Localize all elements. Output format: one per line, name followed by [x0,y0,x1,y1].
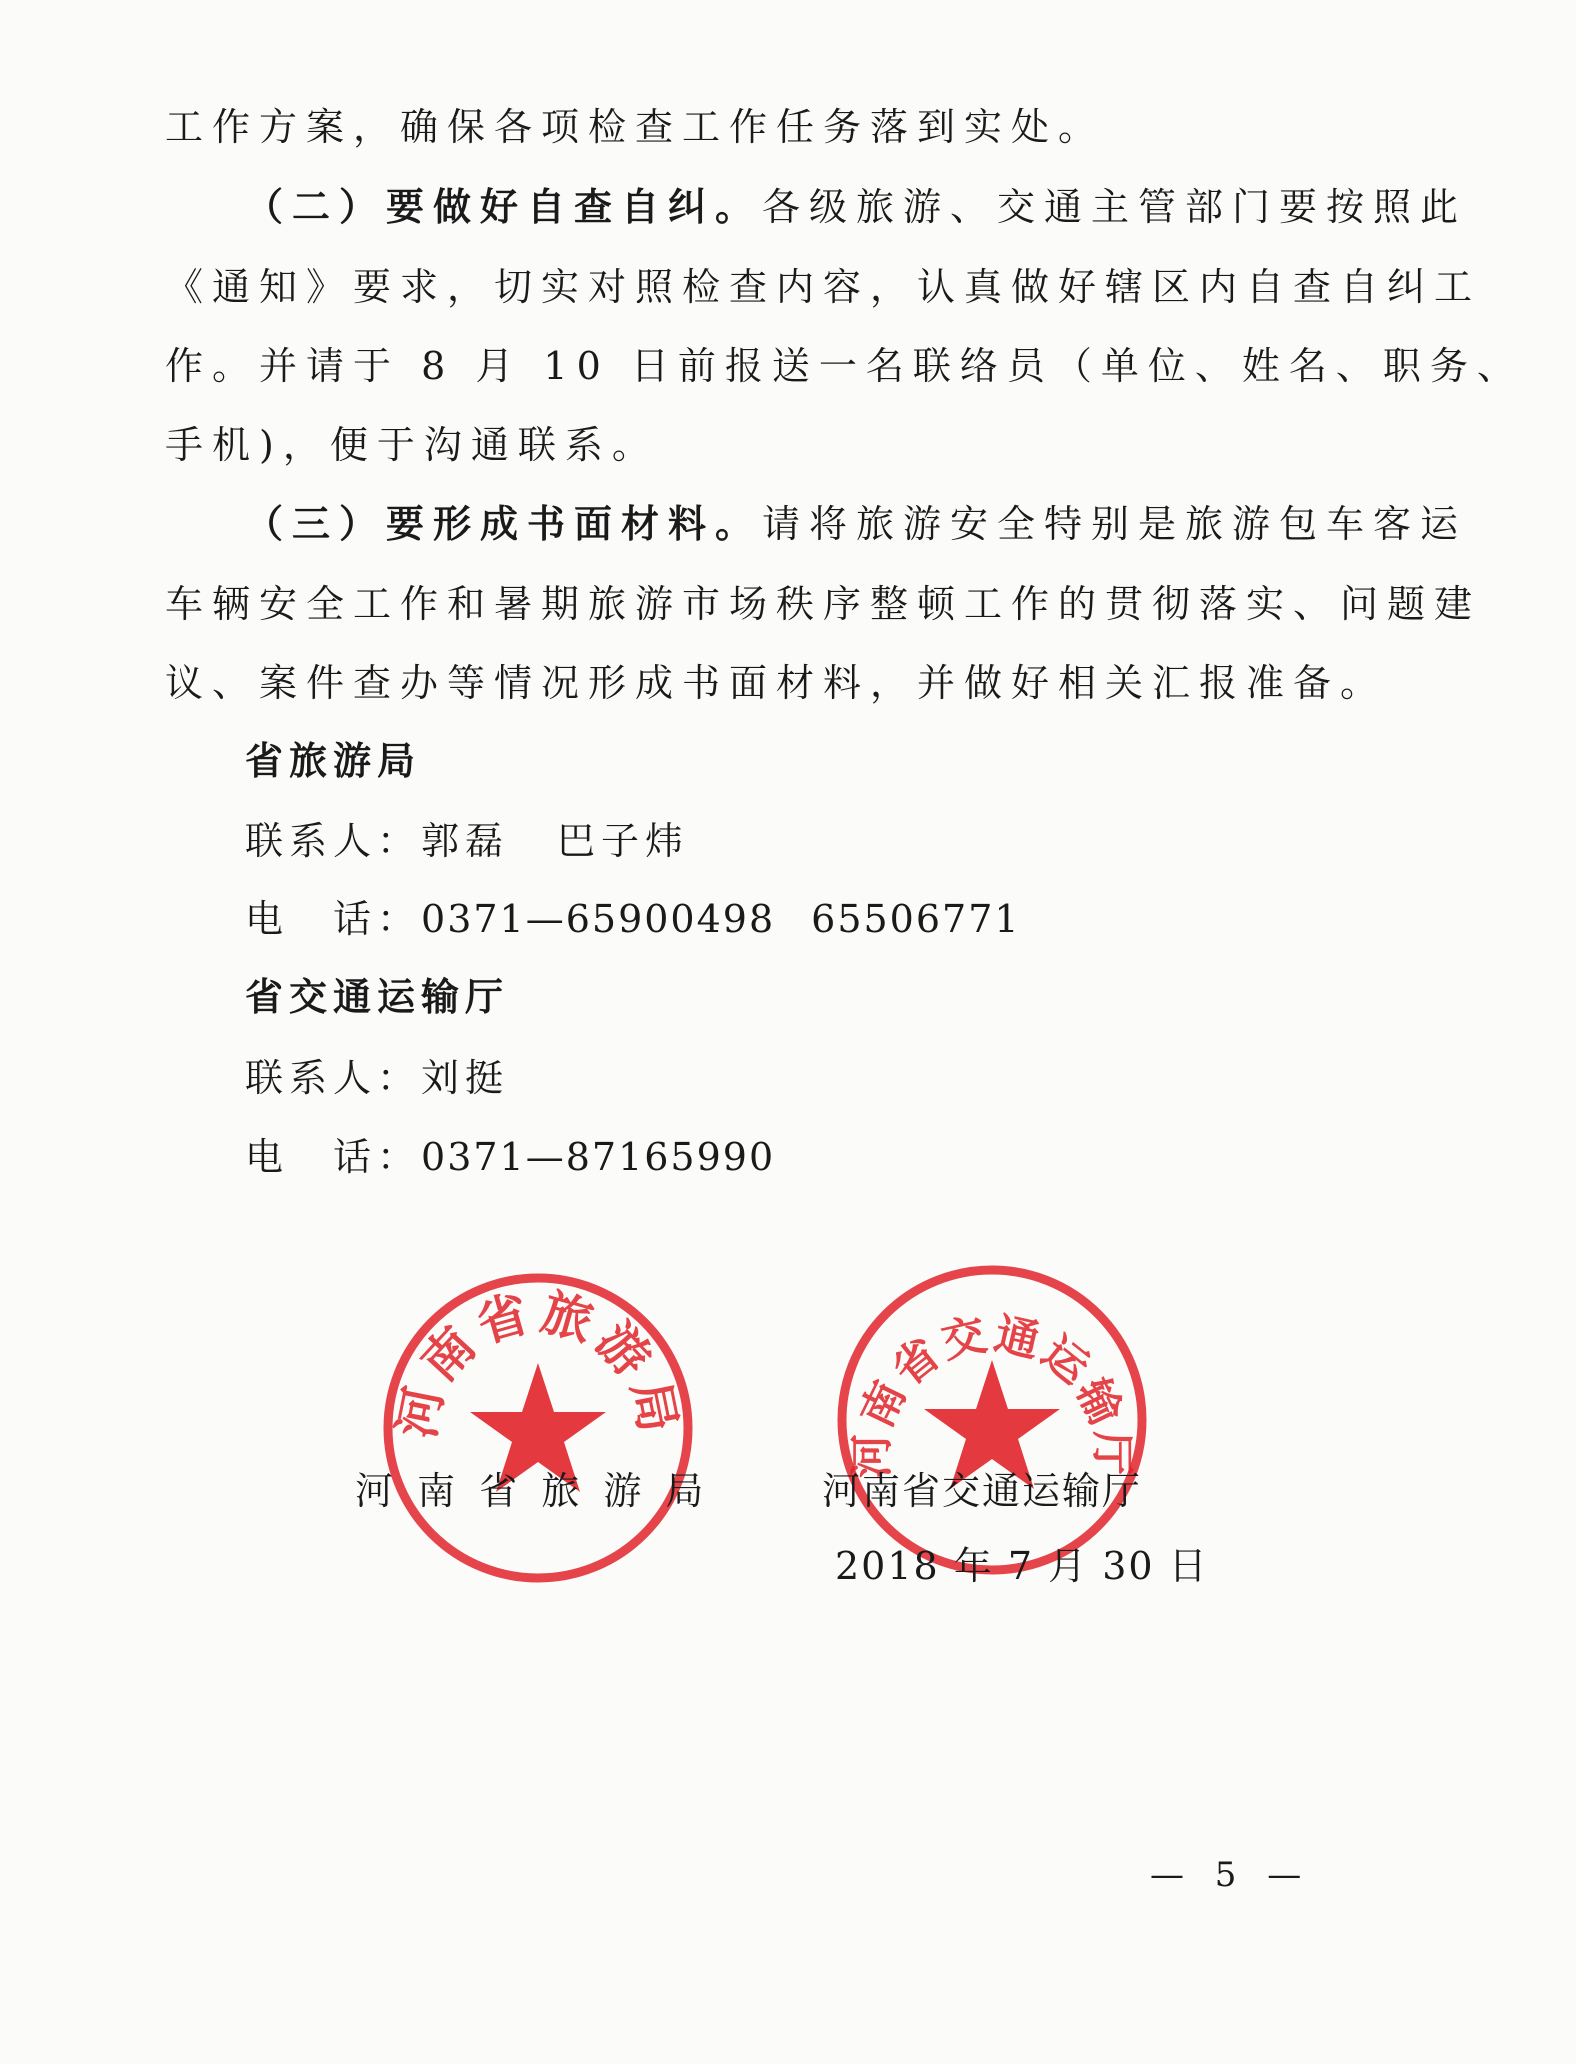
person-label: 联系人： [245,1056,422,1100]
contact-person: 巴子炜 [557,819,690,863]
body-line-1: 工作方案，确保各项检查工作任务落到实处。 [165,105,1106,149]
contact-phones-transport [245,1133,775,1181]
paragraph-2-heading: （二）要做好自查自纠。 [245,184,763,229]
tourism-bureau-seal [378,1268,698,1588]
person-label: 联系人： [245,819,422,863]
paragraph-3-line-1-text: 请将旅游安全特别是旅游包车客运 [762,502,1468,546]
contact-person: 郭磊 [421,819,510,863]
contact-phones-tourism [245,895,1021,943]
paragraph-2-line-2: 《通知》要求，切实对照检查内容，认真做好辖区内自查自纠工 [165,265,1482,309]
contact-org-tourism: 省旅游局 [245,738,422,783]
paragraph-3-line-1 [245,500,1467,548]
paragraph-2-line-4: 手机)，便于沟通联系。 [165,423,659,467]
contact-phone: 0371—65900498 [421,897,776,941]
contact-persons-transport [245,1054,509,1102]
contact-phone: 0371—87165990 [421,1135,776,1179]
transport-department-seal [832,1260,1152,1580]
phone-label: 电 话： [245,1135,422,1179]
svg-text:河南省旅游局: 河南省旅游局 [387,1282,689,1443]
paragraph-3-line-3: 议、案件查办等情况形成书面材料，并做好相关汇报准备。 [165,661,1388,705]
paragraph-2-line-1-text: 各级旅游、交通主管部门要按照此 [762,185,1468,229]
signature-org-transport: 河南省交通运输厅 [822,1469,1143,1513]
svg-text:河南省交通运输厅: 河南省交通运输厅 [846,1308,1138,1479]
signature-org-tourism: 河 南 省 旅 游 局 [355,1469,710,1513]
page-number: — 5 — [1150,1855,1312,1895]
paragraph-2-line-3: 作。并请于 8 月 10 日前报送一名联络员（单位、姓名、职务、 [165,344,1524,388]
phone-label: 电 话： [245,897,422,941]
document-date: 2018 年 7 月 30 日 [835,1544,1209,1588]
contact-person: 刘挺 [421,1056,510,1100]
contact-persons-tourism [245,817,689,865]
contact-org-transport: 省交通运输厅 [245,974,510,1019]
paragraph-3-heading: （三）要形成书面材料。 [245,501,763,546]
paragraph-3-line-2: 车辆安全工作和暑期旅游市场秩序整顿工作的贯彻落实、问题建 [165,582,1482,626]
contact-phone: 65506771 [811,897,1021,941]
paragraph-2-line-1 [245,183,1467,231]
